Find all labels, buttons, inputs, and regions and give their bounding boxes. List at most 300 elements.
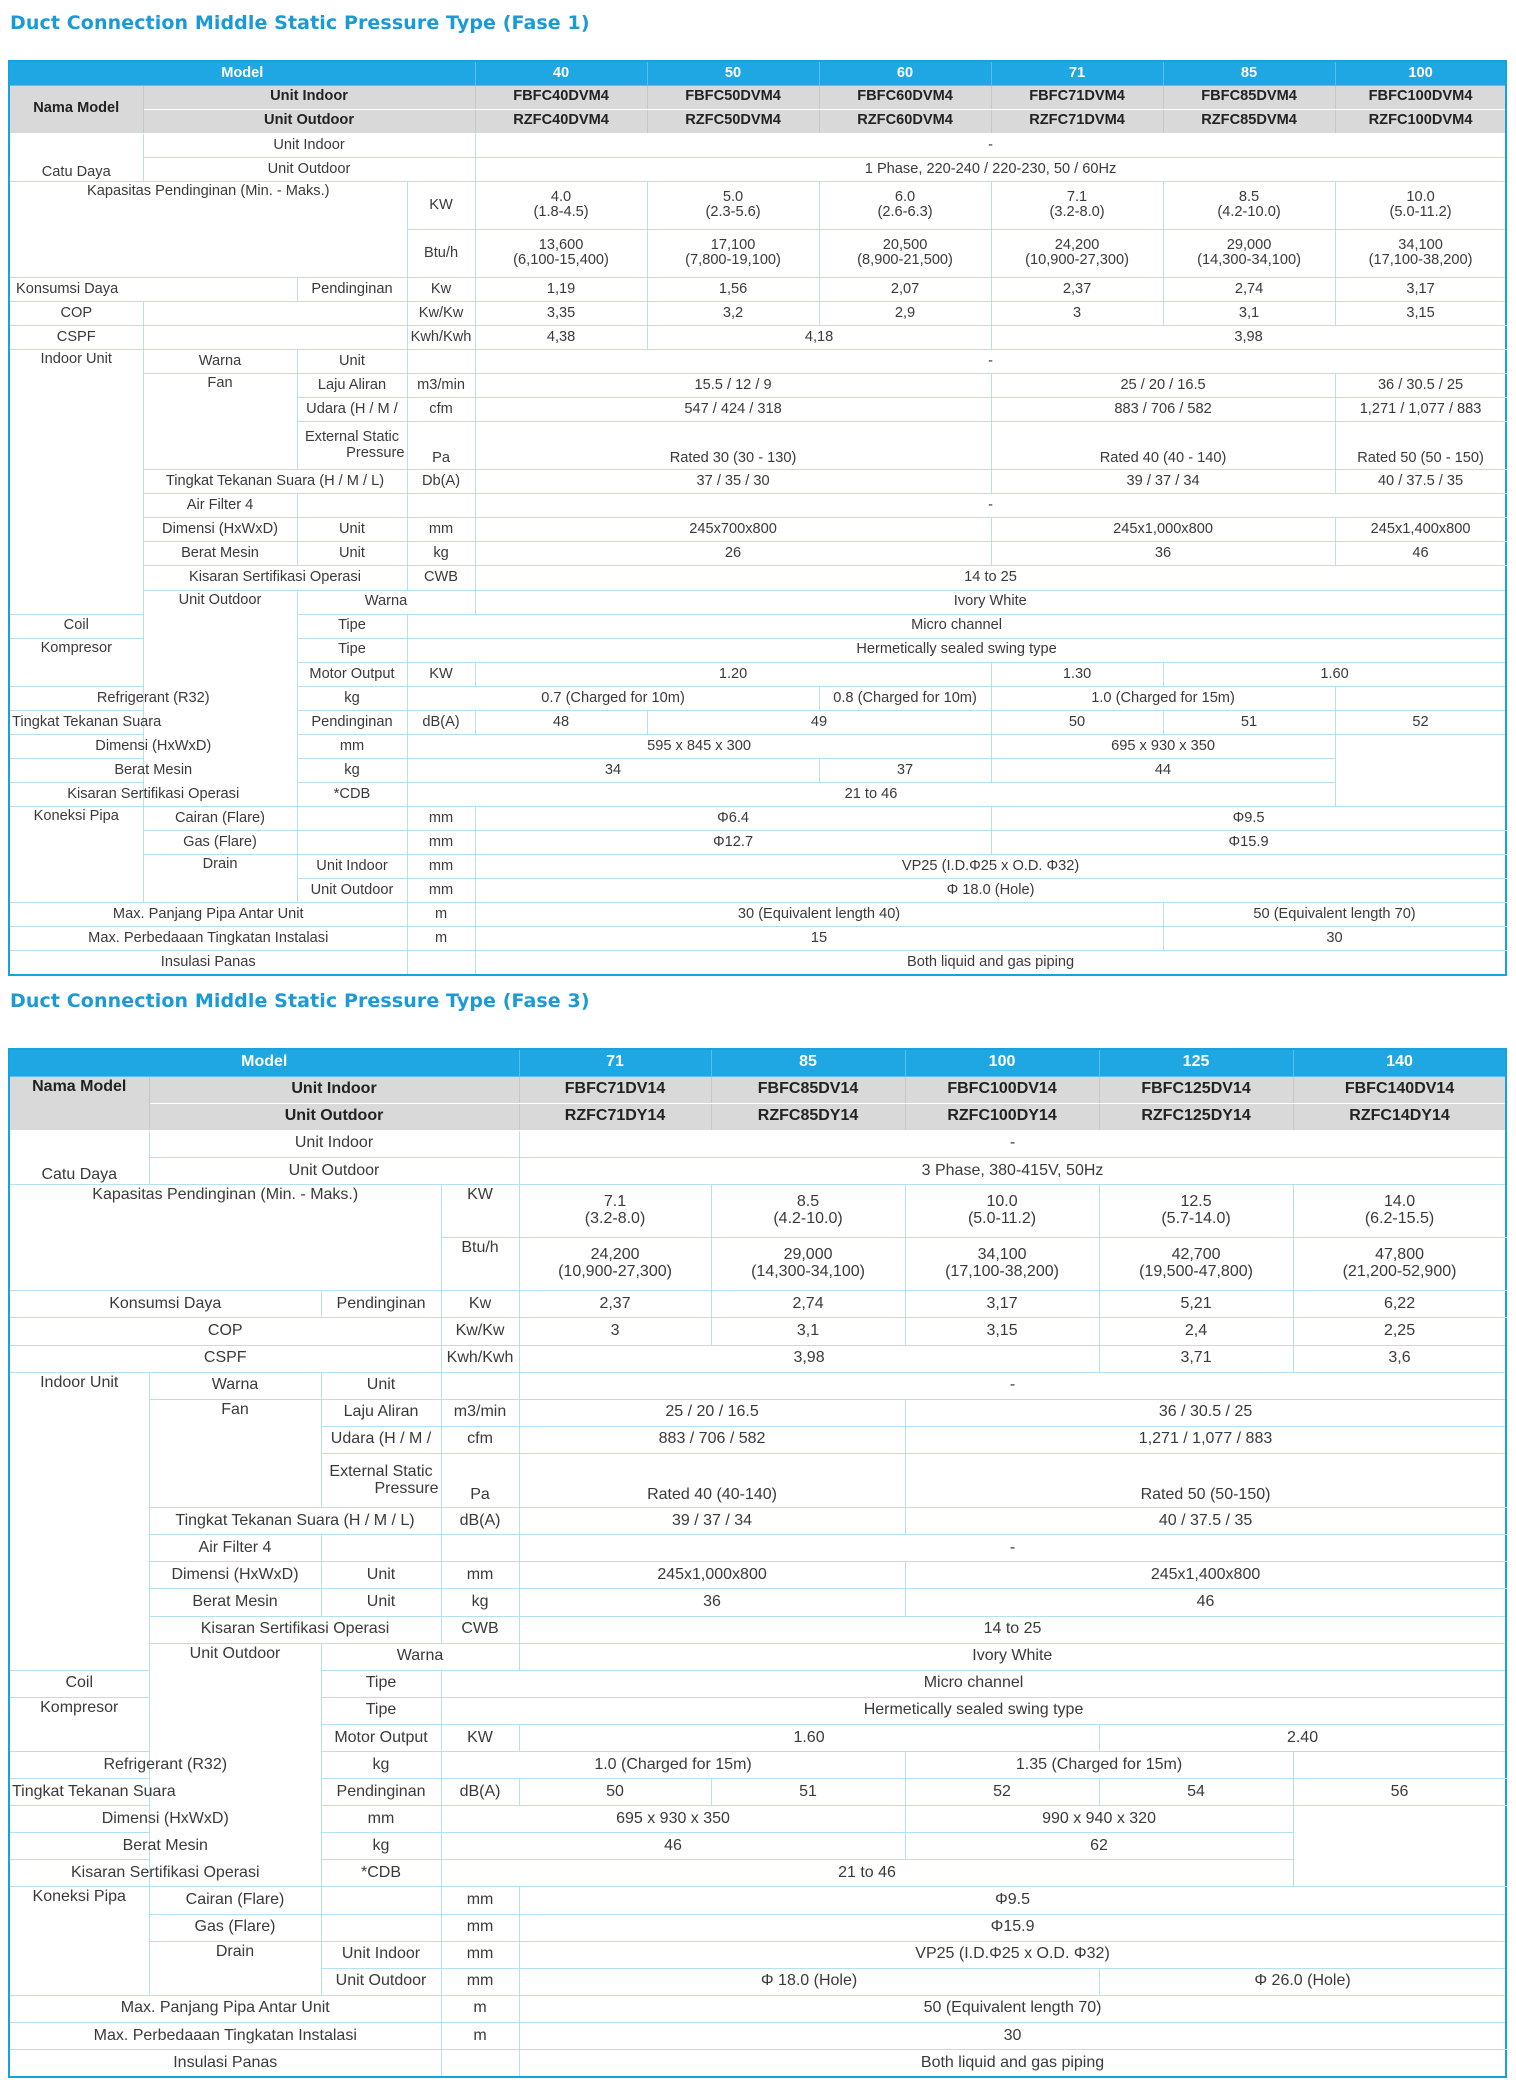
m3-value: 36 / 30.5 / 25: [1335, 374, 1506, 398]
kisaran-value: 14 to 25: [519, 1616, 1506, 1643]
drain-indoor-row: [9, 855, 1506, 879]
mm-unit: mm: [441, 1562, 519, 1589]
warna-label: Warna: [149, 1372, 321, 1399]
berat-label: Berat Mesin: [149, 1589, 321, 1616]
air-filter-label: Air Filter 4: [149, 1535, 321, 1562]
m3-value: 36 / 30.5 / 25: [905, 1399, 1506, 1426]
fan-label: Fan: [149, 1399, 321, 1507]
kg-unit: kg: [297, 758, 407, 782]
outdoor-model: RZFC14DY14: [1293, 1103, 1506, 1130]
mm-unit: mm: [321, 1806, 441, 1833]
cell-line: (19,500-47,800): [1139, 1263, 1253, 1281]
cop-value: 3,35: [475, 301, 647, 325]
catu-daya-outdoor-row: [9, 157, 1506, 181]
pa-value: Rated 40 (40 - 140): [991, 422, 1335, 470]
cell-line: (1.8-4.5): [533, 204, 589, 221]
tingkat-out-value: 51: [1163, 710, 1335, 734]
air-filter-row: [9, 1535, 1506, 1562]
kw-cell: [905, 1184, 1099, 1237]
max-beda-value: 30: [519, 2022, 1506, 2049]
konsumsi-value: 6,22: [1293, 1291, 1506, 1318]
berat-out-value: 37: [819, 758, 991, 782]
berat-out-row: [9, 1833, 1506, 1860]
fan-m3-row: [9, 374, 1506, 398]
size-140: 140: [1293, 1049, 1506, 1076]
unit-label: Unit: [297, 350, 407, 374]
cspf-label: CSPF: [9, 1345, 441, 1372]
m3-value: 15.5 / 12 / 9: [475, 374, 991, 398]
kapasitas-kw-row: [9, 1184, 1506, 1237]
drain-outdoor-value: Φ 18.0 (Hole): [475, 879, 1506, 903]
cell-line: (3.2-8.0): [584, 1210, 646, 1228]
tingkat-out-value: 48: [475, 710, 647, 734]
cairan-value: Φ9.5: [519, 1887, 1506, 1914]
unit-outdoor-label: Unit Outdoor: [143, 157, 475, 181]
outdoor-warna-row: [9, 590, 1506, 614]
cspf-value: 3,6: [1293, 1345, 1506, 1372]
insulasi-value: Both liquid and gas piping: [475, 951, 1506, 975]
air-filter-value: -: [475, 494, 1506, 518]
insulasi-row: [9, 2050, 1506, 2077]
cell-line: 12.5: [1180, 1193, 1212, 1211]
nama-model-label: Nama Model: [9, 85, 143, 133]
cell-line: (17,100-38,200): [1368, 252, 1473, 269]
model-header: Model: [9, 61, 475, 85]
cell-line: (21,200-52,900): [1342, 1263, 1457, 1281]
pendinginan-label: Pendinginan: [321, 1779, 441, 1806]
size-71: 71: [991, 61, 1163, 85]
tingkat-value: 37 / 35 / 30: [475, 470, 991, 494]
outdoor-model-row: [9, 109, 1506, 133]
refrigerant-row: [9, 686, 1506, 710]
cop-value: 3,15: [905, 1318, 1099, 1345]
coil-value: Micro channel: [441, 1670, 1506, 1697]
kw-cell: [1163, 181, 1335, 229]
refrigerant-value: 0.7 (Charged for 10m): [407, 686, 819, 710]
berat-value: 36: [991, 542, 1335, 566]
dba-unit: dB(A): [441, 1779, 519, 1806]
outdoor-model: RZFC100DVM4: [1335, 109, 1506, 133]
indoor-model: FBFC100DV14: [905, 1076, 1099, 1103]
tingkat-out-value: 52: [905, 1779, 1099, 1806]
esp-label: [321, 1453, 441, 1507]
drain-indoor-row: [9, 1941, 1506, 1968]
drain-indoor-value: VP25 (I.D.Φ25 x O.D. Φ32): [475, 855, 1506, 879]
cfm-value: 1,271 / 1,077 / 883: [905, 1426, 1506, 1453]
cell-line: 29,000: [783, 1246, 833, 1264]
indoor-model: FBFC140DV14: [1293, 1076, 1506, 1103]
mm-unit: mm: [407, 879, 475, 903]
berat-value: 46: [905, 1589, 1506, 1616]
cell-line: (3.2-8.0): [1049, 204, 1105, 221]
konsumsi-value: 2,37: [519, 1291, 711, 1318]
drain-outdoor-value: Φ 26.0 (Hole): [1099, 1968, 1506, 1995]
coil-label: Coil: [9, 1670, 149, 1697]
konsumsi-row: [9, 277, 1506, 301]
gas-value: Φ15.9: [519, 1914, 1506, 1941]
koneksi-label: Koneksi Pipa: [9, 1887, 149, 1995]
gas-value: Φ12.7: [475, 831, 991, 855]
kw-cell: [475, 181, 647, 229]
cspf-row: [9, 1345, 1506, 1372]
tingkat-out-label: Tingkat Tekanan Suara: [9, 710, 143, 734]
mm-unit: mm: [441, 1968, 519, 1995]
kwhkwh-unit: Kwh/Kwh: [441, 1345, 519, 1372]
motor-value: 1.30: [991, 662, 1163, 686]
cspf-label: CSPF: [9, 326, 143, 350]
gas-label: Gas (Flare): [143, 831, 297, 855]
cell-line: (10,900-27,300): [1025, 252, 1129, 269]
cell-line: External Static: [329, 1462, 433, 1480]
cop-value: 3,2: [647, 301, 819, 325]
kisaran-value: 14 to 25: [475, 566, 1506, 590]
max-beda-label: Max. Perbedaaan Tingkatan Instalasi: [9, 927, 407, 951]
dimensi-value: 245x1,400x800: [905, 1562, 1506, 1589]
kg-unit: kg: [407, 542, 475, 566]
cell-line: 8.5: [1238, 188, 1260, 205]
btu-cell: [1335, 229, 1506, 277]
kg-unit: kg: [297, 686, 407, 710]
outdoor-model: RZFC125DY14: [1099, 1103, 1293, 1130]
cell-line: (2.3-5.6): [705, 204, 761, 221]
tingkat-label: Tingkat Tekanan Suara (H / M / L): [149, 1508, 441, 1535]
cop-label: COP: [9, 1318, 441, 1345]
empty-cell: [441, 1372, 519, 1399]
kisaran-out-row: [9, 1860, 1506, 1887]
m3min-unit: m3/min: [407, 374, 475, 398]
indoor-unit-label: Indoor Unit: [9, 1372, 149, 1670]
catu-daya-indoor-value: -: [519, 1130, 1506, 1157]
dba-unit: Db(A): [407, 470, 475, 494]
berat-in-row: [9, 542, 1506, 566]
dimensi-label: Dimensi (HxWxD): [9, 1806, 321, 1833]
gas-row: [9, 1914, 1506, 1941]
m-unit: m: [407, 903, 475, 927]
unit-indoor-label: Unit Indoor: [149, 1130, 519, 1157]
dimensi-value: 245x1,000x800: [991, 518, 1335, 542]
tingkat-out-value: 50: [991, 710, 1163, 734]
btuh-unit: Btu/h: [407, 229, 475, 277]
empty-cell: [321, 1914, 441, 1941]
cfm-value: 547 / 424 / 318: [475, 398, 991, 422]
insulasi-label: Insulasi Panas: [9, 951, 407, 975]
cell-line: (6.2-15.5): [1364, 1210, 1435, 1228]
berat-out-row: [9, 758, 1506, 782]
konsumsi-value: 1,56: [647, 277, 819, 301]
cell-line: (6,100-15,400): [513, 252, 609, 269]
size-40: 40: [475, 61, 647, 85]
cop-value: 3,1: [1163, 301, 1335, 325]
max-beda-value: 15: [475, 927, 1163, 951]
cfm-value: 1,271 / 1,077 / 883: [1335, 398, 1506, 422]
empty-cell: [407, 951, 475, 975]
kompresor-label: Kompresor: [9, 638, 143, 686]
cwb-unit: CWB: [441, 1616, 519, 1643]
mm-unit: mm: [297, 734, 407, 758]
cell-line: (2.6-6.3): [877, 204, 933, 221]
coil-value: Micro channel: [407, 614, 1506, 638]
kompresor-value: Hermetically sealed swing type: [407, 638, 1506, 662]
header-row: [9, 61, 1506, 85]
empty-cell: [321, 1887, 441, 1914]
dimensi-value: 245x700x800: [475, 518, 991, 542]
konsumsi-value: 2,74: [711, 1291, 905, 1318]
mm-unit: mm: [441, 1887, 519, 1914]
indoor-model-row: [9, 85, 1506, 109]
catu-daya-indoor-row: [9, 1130, 1506, 1157]
unit-outdoor-label: Unit Outdoor: [149, 1157, 519, 1184]
empty-cell: [441, 1535, 519, 1562]
kwkw-unit: Kw/Kw: [441, 1318, 519, 1345]
konsumsi-value: 2,07: [819, 277, 991, 301]
cop-value: 3,15: [1335, 301, 1506, 325]
laju-aliran-label: Laju Aliran: [321, 1399, 441, 1426]
cell-line: (5.0-11.2): [1389, 204, 1452, 221]
berat-out-value: 44: [991, 758, 1335, 782]
cell-line: 34,100: [1398, 237, 1443, 254]
konsumsi-value: 1,19: [475, 277, 647, 301]
unit-label: Unit: [321, 1562, 441, 1589]
konsumsi-value: 5,21: [1099, 1291, 1293, 1318]
cell-line: (14,300-34,100): [751, 1263, 865, 1281]
koneksi-label: Koneksi Pipa: [9, 806, 143, 902]
cairan-value: Φ9.5: [991, 806, 1506, 830]
air-filter-row: [9, 494, 1506, 518]
berat-in-row: [9, 1589, 1506, 1616]
cell-line: (5.7-14.0): [1161, 1210, 1231, 1228]
cop-value: 3: [519, 1318, 711, 1345]
mm-unit: mm: [407, 518, 475, 542]
dimensi-value: 245x1,000x800: [519, 1562, 905, 1589]
konsumsi-label: Konsumsi Daya: [9, 1291, 321, 1318]
unit-outdoor-section-label: Unit Outdoor: [143, 590, 297, 806]
cell-line: 47,800: [1375, 1246, 1424, 1264]
cell-line: Pressure: [374, 1479, 439, 1497]
dimensi-out-value: 990 x 940 x 320: [905, 1806, 1293, 1833]
unit-label: Unit: [297, 518, 407, 542]
tingkat-value: 40 / 37.5 / 35: [905, 1508, 1506, 1535]
dimensi-label: Dimensi (HxWxD): [9, 734, 297, 758]
m-unit: m: [441, 1995, 519, 2022]
dimensi-out-value: 695 x 930 x 350: [991, 734, 1335, 758]
mm-unit: mm: [407, 831, 475, 855]
max-panjang-value: 50 (Equivalent length 70): [1163, 903, 1506, 927]
spec-table-fase-1: [8, 60, 1507, 976]
cfm-value: 883 / 706 / 582: [991, 398, 1335, 422]
pendinginan-label: Pendinginan: [297, 277, 407, 301]
max-beda-label: Max. Perbedaaan Tingkatan Instalasi: [9, 2022, 441, 2049]
pa-unit: Pa: [407, 422, 475, 470]
kw-cell: [1335, 181, 1506, 229]
btu-cell: [711, 1238, 905, 1291]
drain-label: Drain: [143, 855, 297, 903]
cell-line: 24,200: [1054, 237, 1100, 254]
dimensi-in-row: [9, 518, 1506, 542]
unit-indoor-label: Unit Indoor: [321, 1941, 441, 1968]
section-title-fase-1: Duct Connection Middle Static Pressure Type (Fase 1): [10, 12, 590, 34]
kapasitas-label: Kapasitas Pendinginan (Min. - Maks.): [9, 181, 407, 277]
m-unit: m: [407, 927, 475, 951]
cell-line: 7.1: [603, 1193, 627, 1211]
tipe-label: Tipe: [297, 638, 407, 662]
cell-line: (7,800-19,100): [685, 252, 781, 269]
kw-unit: Kw: [407, 277, 475, 301]
indoor-model-row: [9, 1076, 1506, 1103]
cop-value: 2,9: [819, 301, 991, 325]
berat-out-value: 46: [441, 1833, 905, 1860]
insulasi-row: [9, 951, 1506, 975]
dimensi-label: Dimensi (HxWxD): [149, 1562, 321, 1589]
berat-label: Berat Mesin: [143, 542, 297, 566]
size-85: 85: [711, 1049, 905, 1076]
unit-outdoor-section-label: Unit Outdoor: [149, 1643, 321, 1887]
tingkat-out-value: 50: [519, 1779, 711, 1806]
btu-cell: [647, 229, 819, 277]
fan-label: Fan: [143, 374, 297, 470]
cspf-value: 3,98: [991, 326, 1506, 350]
cell-line: 42,700: [1171, 1246, 1221, 1264]
berat-value: 46: [1335, 542, 1506, 566]
cop-value: 3,1: [711, 1318, 905, 1345]
tingkat-out-value: 51: [711, 1779, 905, 1806]
unit-indoor-label: Unit Indoor: [149, 1076, 519, 1103]
konsumsi-value: 3,17: [1335, 277, 1506, 301]
motor-label: Motor Output: [297, 662, 407, 686]
m3min-unit: m3/min: [441, 1399, 519, 1426]
power-supply-value: 1 Phase, 220-240 / 220-230, 50 / 60Hz: [475, 157, 1506, 181]
unit-outdoor-label: Unit Outdoor: [143, 109, 475, 133]
kw-cell: [711, 1184, 905, 1237]
unit-indoor-label: Unit Indoor: [297, 855, 407, 879]
cop-row: [9, 1318, 1506, 1345]
tingkat-in-row: [9, 470, 1506, 494]
unit-indoor-label: Unit Indoor: [143, 133, 475, 157]
dimensi-out-value: 595 x 845 x 300: [407, 734, 991, 758]
outdoor-model: RZFC85DVM4: [1163, 109, 1335, 133]
kw-cell: [819, 181, 991, 229]
pa-unit: Pa: [441, 1453, 519, 1507]
cell-line: 4.0: [550, 188, 572, 205]
indoor-model: FBFC100DVM4: [1335, 85, 1506, 109]
cell-line: 7.1: [1066, 188, 1088, 205]
pendinginan-label: Pendinginan: [321, 1291, 441, 1318]
kw-cell: [991, 181, 1163, 229]
cell-line: 14.0: [1383, 1193, 1416, 1211]
dba-unit: dB(A): [407, 710, 475, 734]
esp-label: [297, 422, 407, 470]
unit-outdoor-label: Unit Outdoor: [297, 879, 407, 903]
dimensi-out-row: [9, 734, 1506, 758]
kisaran-label: Kisaran Sertifikasi Operasi: [149, 1616, 441, 1643]
indoor-model: FBFC40DVM4: [475, 85, 647, 109]
btu-cell: [905, 1238, 1099, 1291]
cell-line: (17,100-38,200): [945, 1263, 1059, 1281]
konsumsi-row: [9, 1291, 1506, 1318]
kapasitas-label: Kapasitas Pendinginan (Min. - Maks.): [9, 1184, 441, 1290]
dimensi-value: 245x1,400x800: [1335, 518, 1506, 542]
max-panjang-value: 30 (Equivalent length 40): [475, 903, 1163, 927]
size-71: 71: [519, 1049, 711, 1076]
laju-aliran-label: Laju Aliran: [297, 374, 407, 398]
mm-unit: mm: [441, 1914, 519, 1941]
kwhkwh-unit: Kwh/Kwh: [407, 326, 475, 350]
outdoor-model: RZFC60DVM4: [819, 109, 991, 133]
cspf-value: 3,71: [1099, 1345, 1293, 1372]
kw-unit: KW: [441, 1724, 519, 1751]
kg-unit: kg: [321, 1833, 441, 1860]
drain-indoor-value: VP25 (I.D.Φ25 x O.D. Φ32): [519, 1941, 1506, 1968]
catu-daya-outdoor-row: [9, 1157, 1506, 1184]
empty-cell: [297, 806, 407, 830]
outdoor-warna-row: [9, 1643, 1506, 1670]
cfm-unit: cfm: [407, 398, 475, 422]
kompresor-label: Kompresor: [9, 1697, 149, 1751]
m3-value: 25 / 20 / 16.5: [991, 374, 1335, 398]
warna-label: Warna: [297, 590, 475, 614]
power-supply-value: 3 Phase, 380-415V, 50Hz: [519, 1157, 1506, 1184]
tingkat-label: Tingkat Tekanan Suara (H / M / L): [143, 470, 407, 494]
unit-outdoor-label: Unit Outdoor: [149, 1103, 519, 1130]
indoor-model: FBFC60DVM4: [819, 85, 991, 109]
motor-value: 2.40: [1099, 1724, 1506, 1751]
kisaran-in-row: [9, 566, 1506, 590]
max-panjang-label: Max. Panjang Pipa Antar Unit: [9, 903, 407, 927]
udara-label: Udara (H / M /: [297, 398, 407, 422]
outdoor-model-row: [9, 1103, 1506, 1130]
refrigerant-value: 1.0 (Charged for 15m): [441, 1751, 905, 1778]
indoor-model: FBFC85DVM4: [1163, 85, 1335, 109]
berat-label: Berat Mesin: [9, 758, 297, 782]
berat-out-value: 34: [407, 758, 819, 782]
nama-model-label: Nama Model: [9, 1076, 149, 1130]
m-unit: m: [441, 2022, 519, 2049]
cell-line: 20,500: [882, 237, 928, 254]
btu-cell: [991, 229, 1163, 277]
outdoor-model: RZFC100DY14: [905, 1103, 1099, 1130]
drain-outdoor-value: Φ 18.0 (Hole): [519, 1968, 1099, 1995]
cop-value: 3: [991, 301, 1163, 325]
max-panjang-row: [9, 1995, 1506, 2022]
tingkat-out-value: 56: [1293, 1779, 1506, 1806]
unit-indoor-label: Unit Indoor: [143, 85, 475, 109]
cspf-value: 4,38: [475, 326, 647, 350]
indoor-model: FBFC50DVM4: [647, 85, 819, 109]
indoor-model: FBFC71DV14: [519, 1076, 711, 1103]
kisaran-in-row: [9, 1616, 1506, 1643]
refrigerant-label: Refrigerant (R32): [9, 1751, 321, 1778]
mm-unit: mm: [407, 806, 475, 830]
air-filter-label: Air Filter 4: [143, 494, 297, 518]
max-panjang-row: [9, 903, 1506, 927]
refrigerant-row: [9, 1751, 1506, 1778]
warna-label: Warna: [321, 1643, 519, 1670]
gas-label: Gas (Flare): [149, 1914, 321, 1941]
outdoor-model: RZFC71DY14: [519, 1103, 711, 1130]
max-beda-row: [9, 927, 1506, 951]
cell-line: Pressure: [346, 444, 405, 461]
catu-daya-label: Catu Daya: [9, 1130, 149, 1184]
empty-cell: [143, 326, 407, 350]
tingkat-value: 39 / 37 / 34: [991, 470, 1335, 494]
btu-cell: [819, 229, 991, 277]
outdoor-model: RZFC40DVM4: [475, 109, 647, 133]
cop-value: 2,4: [1099, 1318, 1293, 1345]
empty-cell: [441, 2050, 519, 2077]
refrigerant-value: 1.35 (Charged for 15m): [905, 1751, 1293, 1778]
cell-line: (5.0-11.2): [967, 1210, 1037, 1228]
cell-line: 24,200: [590, 1246, 640, 1264]
section-title-fase-3: Duct Connection Middle Static Pressure Type (Fase 3): [10, 990, 590, 1012]
